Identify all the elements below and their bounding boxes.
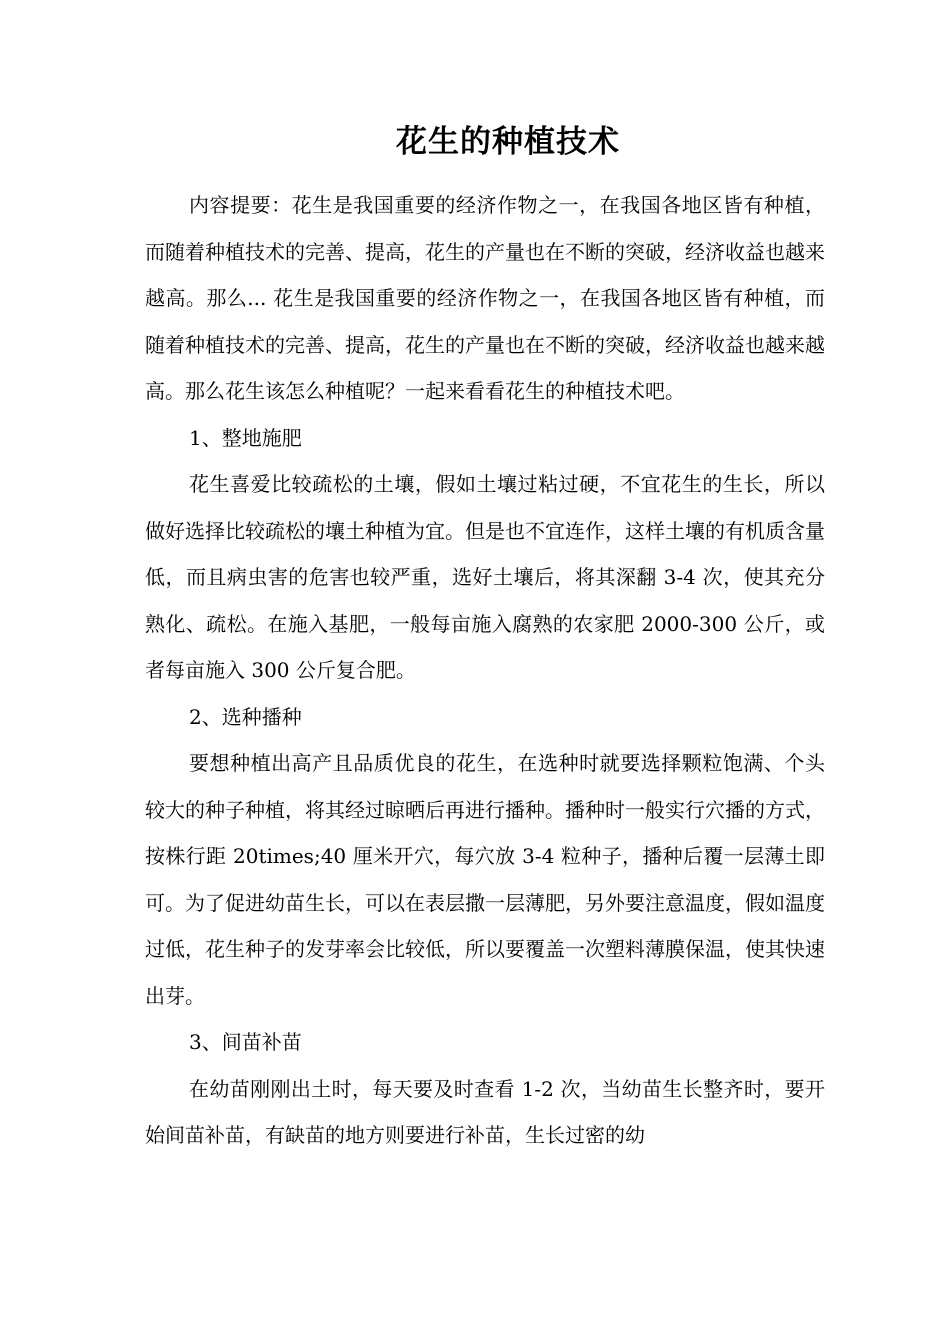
document-body <box>145 182 825 1159</box>
document-title: 花生的种植技术 <box>396 124 620 160</box>
section-heading-2: 2、选种播种 <box>189 704 302 729</box>
section-paragraph-2: 要想种植出高产且品质优良的花生，在选种时就要选择颗粒饱满、个头较大的种子种植，将其经过晾晒后再进行播种。播种时一般实行穴播的方式，按株行距 20times;40 厘米开穴，每穴放 3-4 粒种子，播种后覆一层薄土即可。为了促进幼苗生长，可以在表层撒一层薄肥，另外要注意温度，假如温度过低，花生种子的发芽率会比较低，所以要覆盖一次塑料薄膜保温，使其快速出芽。 <box>145 751 825 1008</box>
section-paragraph-1: 花生喜爱比较疏松的土壤，假如土壤过粘过硬，不宜花生的生长，所以做好选择比较疏松的壤土种植为宜。但是也不宜连作，这样土壤的有机质含量低，而且病虫害的危害也较严重，选好土壤后，将其深翻 3-4 次，使其充分熟化、疏松。在施入基肥，一般每亩施入腐熟的农家肥 2000-300 公斤，或者每亩施入 300 公斤复合肥。 <box>145 472 825 682</box>
section-heading-1: 1、整地施肥 <box>189 425 302 450</box>
section-paragraph-3: 在幼苗刚刚出土时，每天要及时查看 1-2 次，当幼苗生长整齐时，要开始间苗补苗，有缺苗的地方则要进行补苗，生长过密的幼 <box>145 1076 825 1147</box>
section-heading-3: 3、间苗补苗 <box>189 1030 302 1054</box>
intro-paragraph: 内容提要：花生是我国重要的经济作物之一，在我国各地区皆有种植，而随着种植技术的完善、提高，花生的产量也在不断的突破，经济收益也越来越高。那么... 花生是我国重要的经济作物之一，在我国各地区皆有种植，而随着种植技术的完善、提高，花生的产量也在不断的突破，经济收益也越来越高。那么花生该怎么种植呢？一起来看看花生的种植技术吧。 <box>145 193 825 403</box>
